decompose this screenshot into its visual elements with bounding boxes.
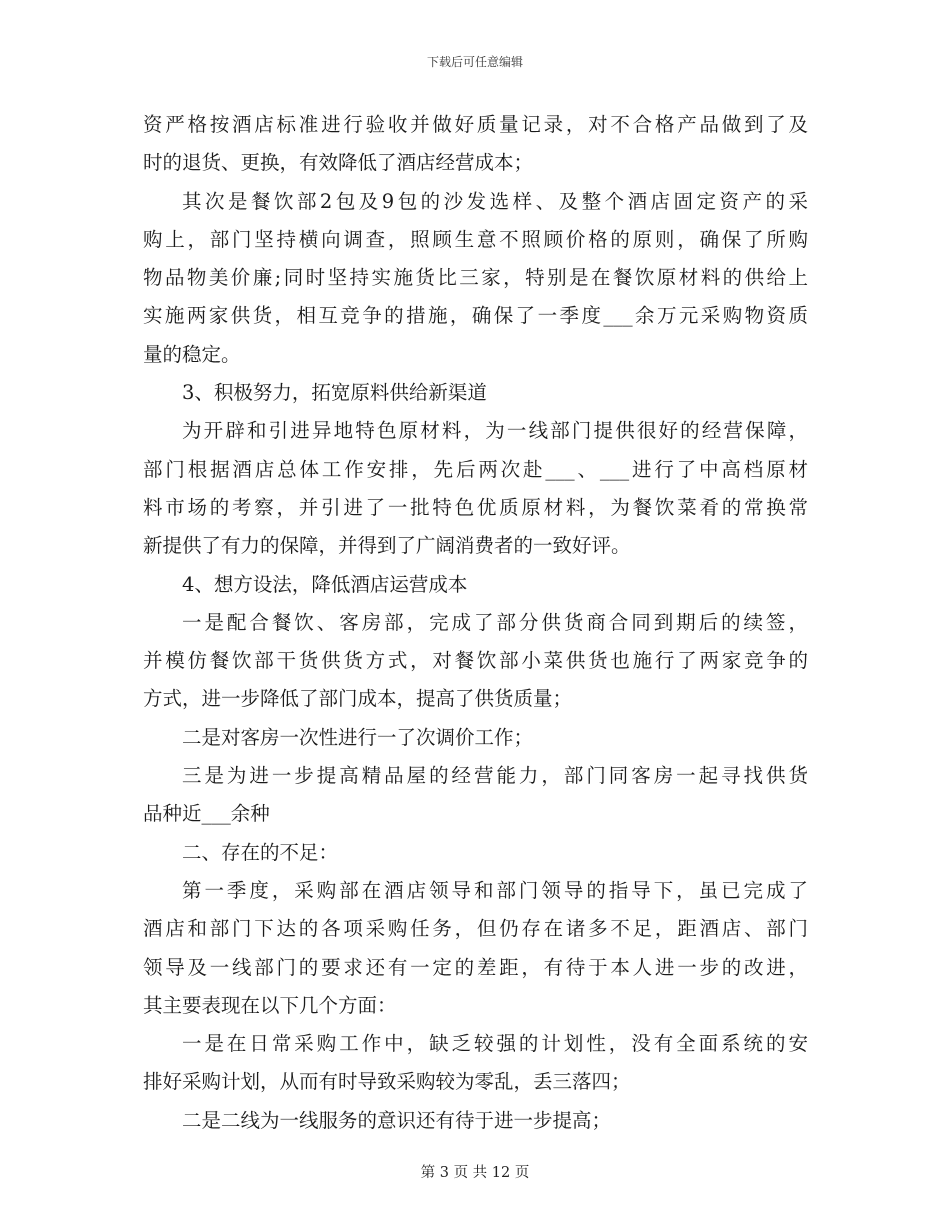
text-line: 品种近___余种 — [143, 802, 270, 826]
text-line: 实施两家供货，相互竞争的措施，确保了一季度___余万元采购物资质 — [143, 304, 808, 328]
text-line: 二是二线为一线服务的意识还有待于进一步提高； — [182, 1108, 612, 1132]
document-body — [143, 106, 808, 1140]
text-line: 排好采购计划，从而有时导致采购较为零乱，丢三落四； — [143, 1070, 631, 1094]
text-line: 其主要表现在以下几个方面： — [143, 993, 397, 1017]
text-line: 第一季度，采购部在酒店领导和部门领导的指导下，虽已完成了 — [182, 878, 808, 902]
text-line: 量的稳定。 — [143, 342, 241, 366]
text-line: 为开辟和引进异地特色原材料，为一线部门提供很好的经营保障， — [182, 419, 808, 443]
text-line: 一是配合餐饮、客房部，完成了部分供货商合同到期后的续签， — [182, 610, 808, 634]
text-line: 部门根据酒店总体工作安排，先后两次赴___、___进行了中高档原材 — [143, 457, 808, 481]
text-line: 4、想方设法，降低酒店运营成本 — [182, 572, 468, 596]
text-line: 购上，部门坚持横向调查，照顾生意不照顾价格的原则，确保了所购 — [143, 227, 808, 251]
text-line: 3、积极努力，拓宽原料供给新渠道 — [182, 381, 487, 405]
text-line: 酒店和部门下达的各项采购任务，但仍存在诸多不足，距酒店、部门 — [143, 917, 808, 941]
text-line: 其次是餐饮部2包及9包的沙发选样、及整个酒店固定资产的采 — [182, 189, 808, 213]
text-line: 二、存在的不足： — [182, 840, 339, 864]
text-line: 新提供了有力的保障，并得到了广阔消费者的一致好评。 — [143, 534, 631, 558]
text-line: 料市场的考察，并引进了一批特色优质原材料，为餐饮菜肴的常换常 — [143, 495, 808, 519]
text-line: 二是对客房一次性进行一了次调价工作； — [182, 725, 534, 749]
text-line: 时的退货、更换，有效降低了酒店经营成本； — [143, 151, 534, 175]
text-line: 领导及一线部门的要求还有一定的差距，有待于本人进一步的改进， — [143, 955, 808, 979]
page-header: 下载后可任意编辑 — [426, 55, 523, 69]
text-line: 物品物美价廉;同时坚持实施货比三家，特别是在餐饮原材料的供给上 — [143, 266, 808, 290]
page-footer: 第 3 页 共 12 页 — [420, 1165, 530, 1181]
text-line: 并模仿餐饮部干货供货方式，对餐饮部小菜供货也施行了两家竞争的 — [143, 649, 808, 673]
text-line: 方式，进一步降低了部门成本，提高了供货质量； — [143, 687, 573, 711]
text-line: 三是为进一步提高精品屋的经营能力，部门同客房一起寻找供货 — [182, 764, 808, 788]
text-line: 一是在日常采购工作中，缺乏较强的计划性，没有全面系统的安 — [182, 1032, 808, 1056]
text-line: 资严格按酒店标准进行验收并做好质量记录，对不合格产品做到了及 — [143, 113, 808, 136]
